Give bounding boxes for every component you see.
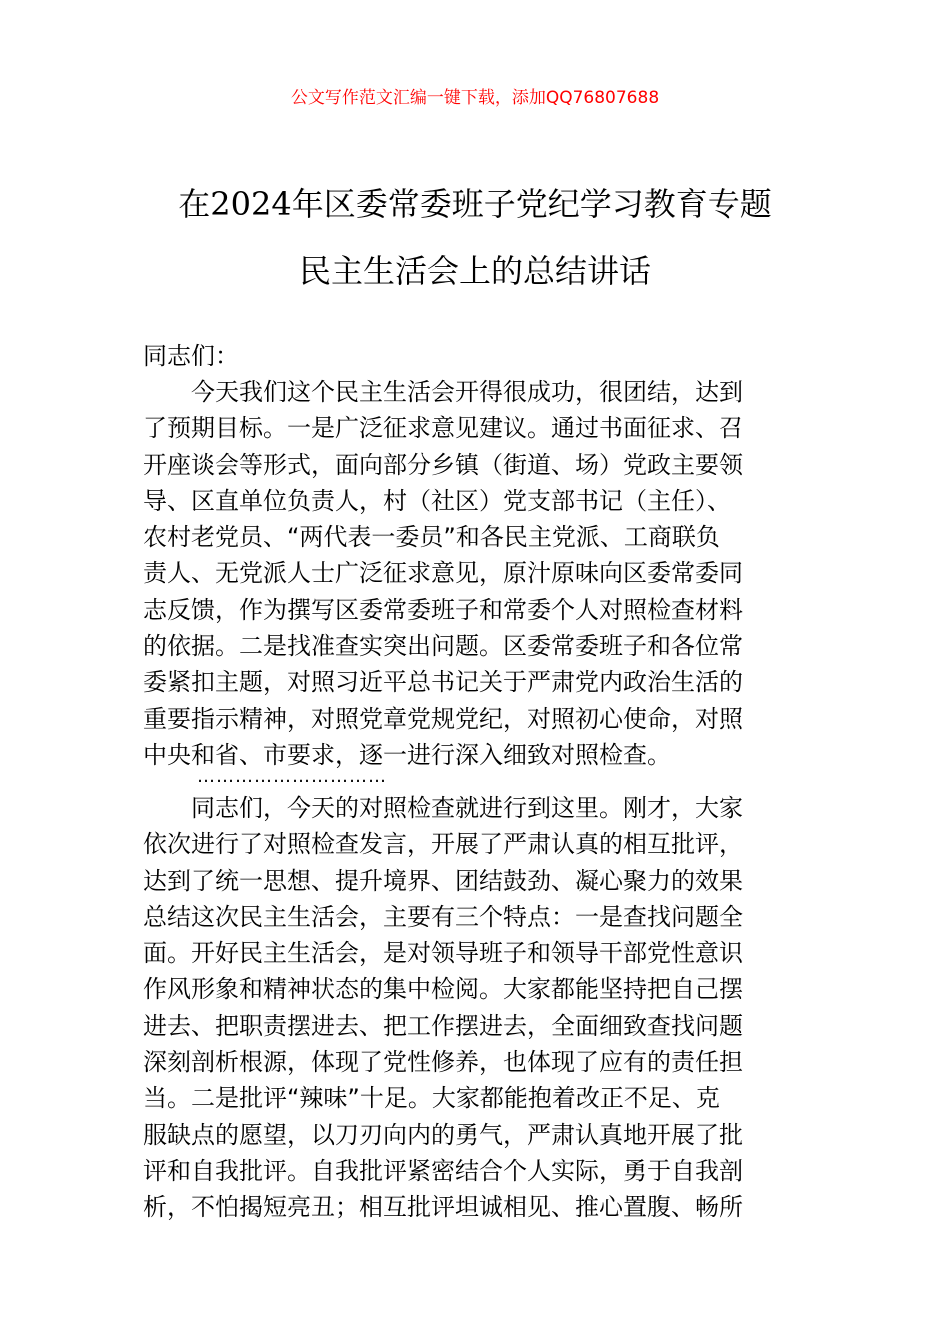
text-line: 评和自我批评。自我批评紧密结合个人实际，勇于自我剖 — [143, 1156, 743, 1185]
paragraph-2 — [143, 790, 808, 1226]
text-line: 面。开好民主生活会，是对领导班子和领导干部党性意识 — [143, 939, 743, 968]
text-line: 作风形象和精神状态的集中检阅。大家都能坚持把自己摆 — [143, 975, 743, 1004]
text-line: 志反馈，作为撰写区委常委班子和常委个人对照检查材料 — [143, 595, 743, 624]
document-title-line-2: 民主生活会上的总结讲话 — [298, 252, 651, 290]
text-line: 依次进行了对照检查发言，开展了严肃认真的相互批评， — [143, 830, 743, 859]
document-title-line-1: 在2024年区委常委班子党纪学习教育专题 — [178, 185, 772, 223]
text-line: 析，不怕揭短亮丑；相互批评坦诚相见、推心置腹、畅所 — [143, 1193, 743, 1222]
text-line: 进去、把职责摆进去、把工作摆进去，全面细致查找问题 — [143, 1011, 743, 1040]
text-line: 农村老党员、“两代表一委员”和各民主党派、工商联负 — [143, 523, 720, 552]
text-line: 责人、无党派人士广泛征求意见，原汁原味向区委常委同 — [143, 559, 743, 588]
text-line: 导、区直单位负责人，村（社区）党支部书记（主任）、 — [143, 486, 731, 515]
text-line: 的依据。二是找准查实突出问题。区委常委班子和各位常 — [143, 632, 743, 661]
text-line: 委紧扣主题，对照习近平总书记关于严肃党内政治生活的 — [143, 668, 743, 697]
text-line: 了预期目标。一是广泛征求意见建议。通过书面征求、召 — [143, 414, 743, 443]
text-line: 达到了统一思想、提升境界、团结鼓劲、凝心聚力的效果 — [143, 866, 743, 895]
omission-ellipsis: ………………………… — [197, 766, 387, 787]
paragraph-1 — [143, 374, 808, 773]
download-notice: 公文写作范文汇编一键下载，添加QQ76807688 — [290, 88, 660, 108]
text-line: 当。二是批评“辣味”十足。大家都能抱着改正不足、克 — [143, 1084, 720, 1113]
text-line: 重要指示精神，对照党章党规党纪，对照初心使命，对照 — [143, 704, 743, 733]
text-line: 今天我们这个民主生活会开得很成功，很团结，达到 — [143, 378, 743, 406]
text-line: 中央和省、市要求，逐一进行深入细致对照检查。 — [143, 740, 671, 769]
text-line: 开座谈会等形式，面向部分乡镇（街道、场）党政主要领 — [143, 450, 743, 479]
text-line: 服缺点的愿望，以刀刃向内的勇气，严肃认真地开展了批 — [143, 1120, 743, 1149]
text-line: 同志们，今天的对照检查就进行到这里。刚才，大家 — [143, 794, 743, 822]
text-line: 总结这次民主生活会，主要有三个特点：一是查找问题全 — [143, 902, 743, 931]
salutation: 同志们： — [143, 342, 239, 370]
text-line: 深刻剖析根源，体现了党性修养，也体现了应有的责任担 — [143, 1048, 743, 1077]
